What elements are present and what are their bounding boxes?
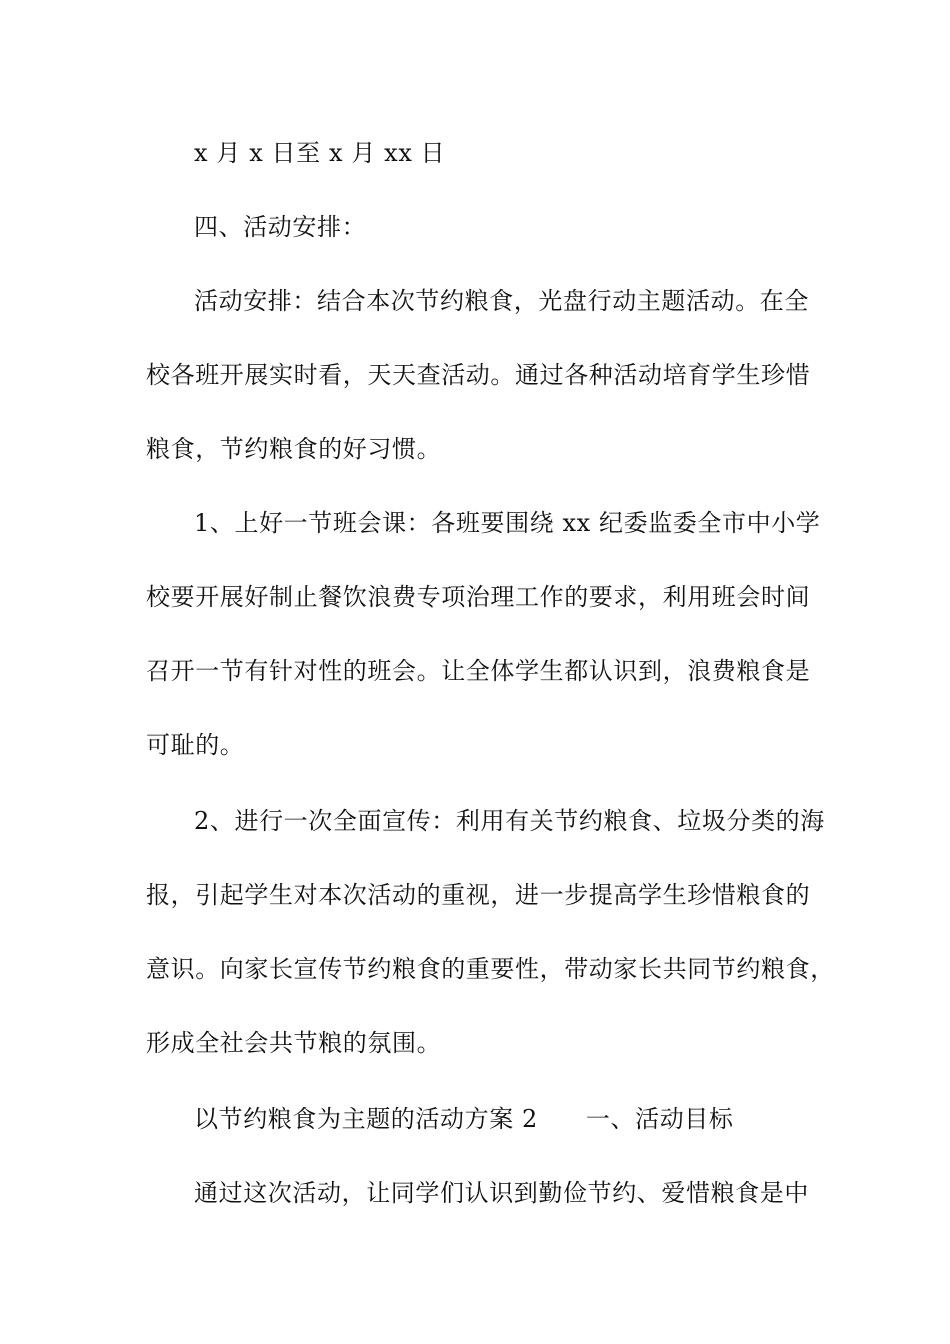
paragraph-line: 通过这次活动，让同学们认识到勤俭节约、爱惜粮食是中 <box>194 1179 809 1207</box>
paragraph-line: 召开一节有针对性的班会。让全体学生都认识到，浪费粮食是 <box>146 657 811 685</box>
paragraph-line: 可耻的。 <box>146 731 245 759</box>
paragraph-line: 报，引起学生对本次活动的重视，进一步提高学生珍惜粮食的 <box>146 881 811 909</box>
section-heading-goal: 一、活动目标 <box>585 1105 734 1133</box>
date-range-line: x 月 x 日至 x 月 xx 日 <box>194 139 446 167</box>
section-heading-arrangement: 四、活动安排： <box>194 213 367 241</box>
paragraph-line: 活动安排：结合本次节约粮食，光盘行动主题活动。在全 <box>194 287 809 315</box>
paragraph-line: 校各班开展实时看，天天查活动。通过各种活动培育学生珍惜 <box>146 361 811 389</box>
plan-title: 以节约粮食为主题的活动方案 2 <box>194 1105 538 1133</box>
paragraph-line: 粮食，节约粮食的好习惯。 <box>146 435 442 463</box>
paragraph-line: 2、进行一次全面宣传：利用有关节约粮食、垃圾分类的海 <box>194 807 825 835</box>
paragraph-line: 校要开展好制止餐饮浪费专项治理工作的要求，利用班会时间 <box>146 583 811 611</box>
paragraph-line: 形成全社会共节粮的氛围。 <box>146 1029 442 1057</box>
paragraph-line: 1、上好一节班会课：各班要围绕 xx 纪委监委全市中小学 <box>194 509 821 537</box>
paragraph-line: 意识。向家长宣传节约粮食的重要性，带动家长共同节约粮食， <box>146 955 835 983</box>
plan-title-line <box>194 1104 874 1134</box>
